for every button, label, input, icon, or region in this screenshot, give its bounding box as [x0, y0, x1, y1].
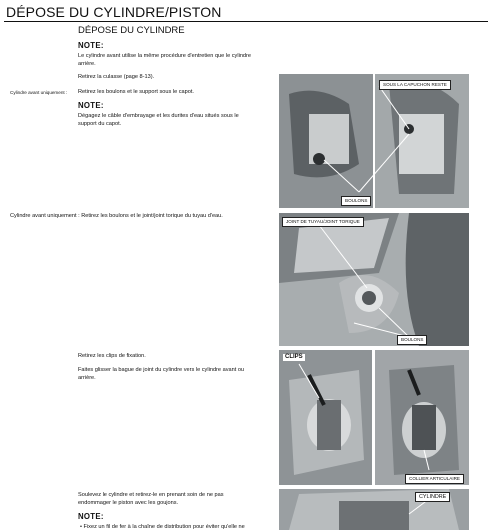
- callout-clips: CLIPS: [285, 354, 303, 360]
- note-text-line-2: arrière.: [78, 61, 96, 67]
- step-remove-bolts: Retirez les boulons et le support sous le capot.: [78, 89, 194, 95]
- callout-bolts-2: BOULONS: [397, 335, 427, 345]
- note-label-3: NOTE:: [78, 512, 104, 521]
- callout-cylinder: CYLINDRE: [415, 492, 450, 502]
- step-remove-clips: Retirez les clips de fixation.: [78, 353, 146, 359]
- section-title: DÉPOSE DU CYLINDRE: [78, 25, 185, 36]
- photo-cylinder: [279, 489, 469, 530]
- callout-joint-oring: JOINT DE TUYAU/JOINT TORIQUE: [282, 217, 364, 227]
- callout-joint-collar: COLLIER ARTICULAIRE: [405, 474, 464, 484]
- note-label: NOTE:: [78, 41, 104, 50]
- callout-under-cap: SOUS LA CAPUCHON RESTE: [379, 80, 451, 90]
- step-remove-head: Retirez la culasse (page 8-13).: [78, 74, 155, 80]
- page-title: DÉPOSE DU CYLINDRE/PISTON: [6, 4, 222, 20]
- note2-text-line-2: support du capot.: [78, 121, 122, 127]
- step-lift-cylinder-line-1: Soulevez le cylindre et retirez-le en prenant soin de ne pas: [78, 492, 224, 498]
- note-text-line-1: Le cylindre avant utilise la même procédure d'entretien que le cylindre: [78, 53, 252, 59]
- side-label-front-cylinder: Cylindre avant uniquement :: [10, 90, 68, 95]
- step-slide-ring-line-2: arrière.: [78, 375, 96, 381]
- note-wire-chain: • Fixez un fil de fer à la chaîne de distribution pour éviter qu'elle ne: [80, 524, 245, 530]
- callout-bolts-1: BOULONS: [341, 196, 371, 206]
- step-lift-cylinder-line-2: endommager le piston avec les goujons.: [78, 500, 179, 506]
- step-slide-ring-line-1: Faites glisser la bague de joint du cylindre vers le cylindre avant ou: [78, 367, 245, 373]
- title-divider: [4, 21, 488, 22]
- note-label-2: NOTE:: [78, 101, 104, 110]
- photo-clips-collar: [279, 350, 469, 485]
- photo-bracket-bolts: [279, 74, 469, 208]
- step-front-cylinder-water-pipe: Cylindre avant uniquement : Retirez les boulons et le joint/joint torique du tuyau d'eau.: [10, 213, 223, 219]
- photo-water-pipe-joint: [279, 213, 469, 346]
- note2-text-line-1: Dégagez le câble d'embrayage et les durites d'eau situés sous le: [78, 113, 239, 119]
